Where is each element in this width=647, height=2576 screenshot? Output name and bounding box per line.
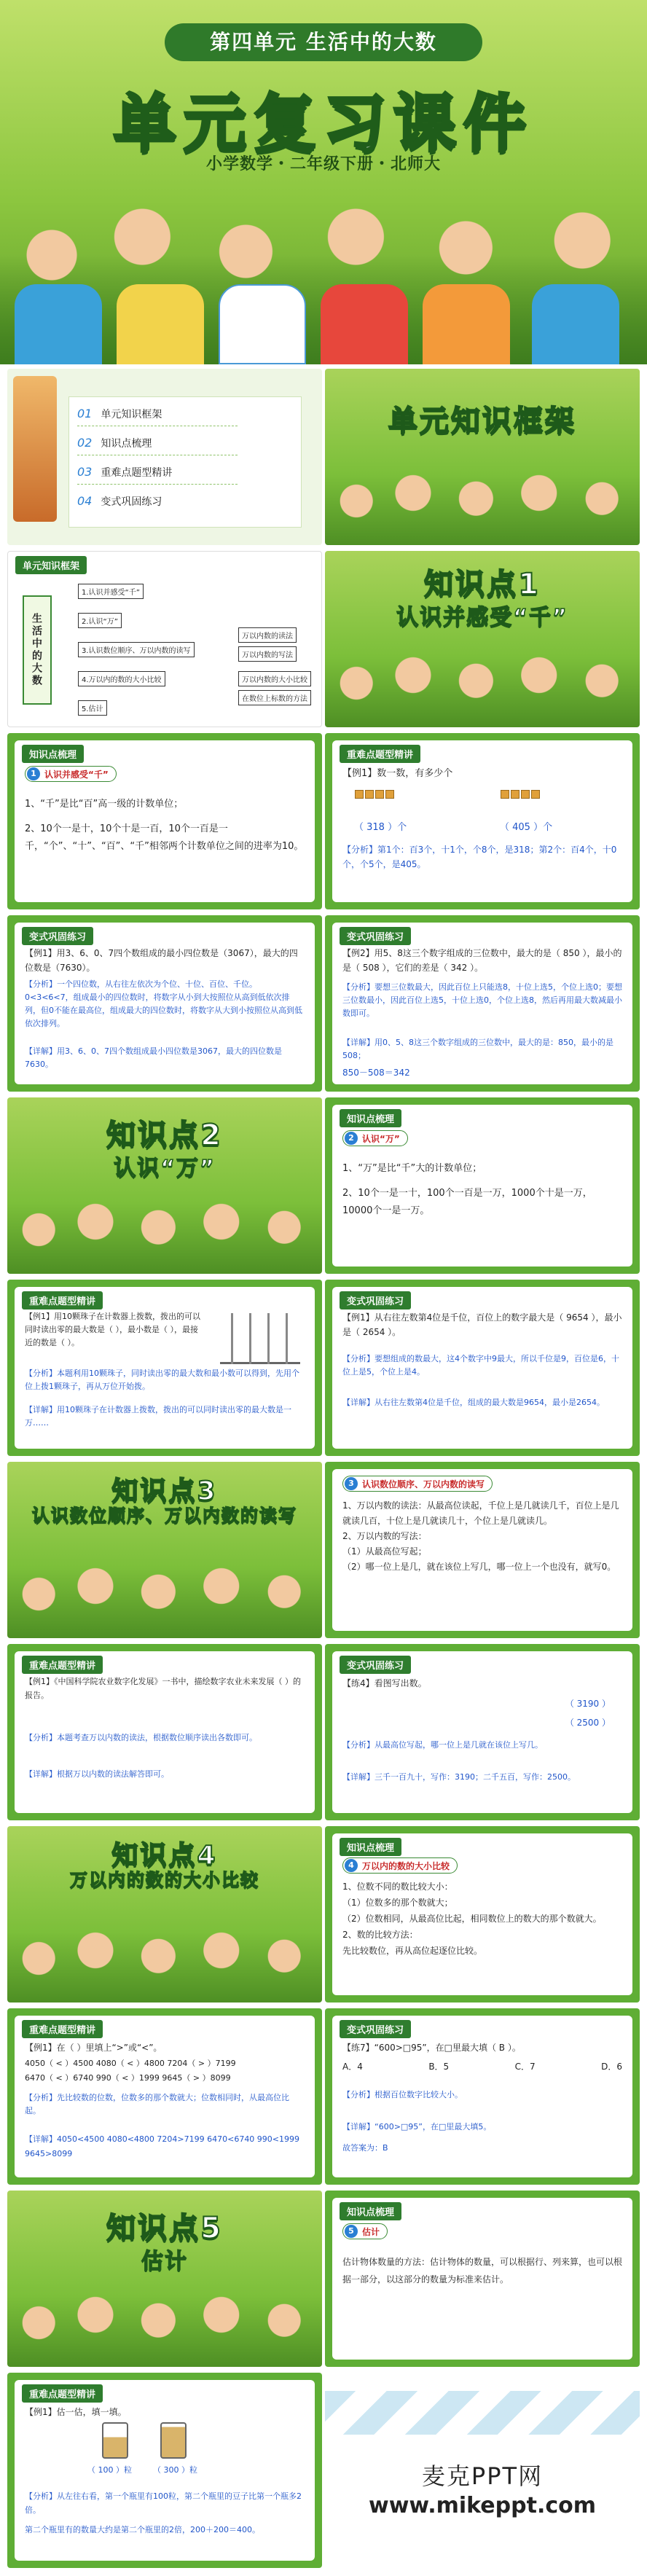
section-tag: 重难点题型精讲 — [340, 745, 420, 763]
mindmap-slide — [7, 551, 322, 727]
brand-name: 麦克PPT网 — [421, 2462, 544, 2490]
analysis-text: 【分析】根据百位数字比较大小。 — [342, 2090, 463, 2099]
cubes-group-2 — [500, 788, 544, 802]
kp2-subtitle: 认识“万” — [114, 1156, 216, 1181]
brand-url[interactable]: www.mikeppt.com — [369, 2493, 596, 2518]
mindmap-leaf-2: 万以内数的写法 — [238, 646, 297, 662]
question-text: 【例1】用10颗珠子在计数器上拨数，拨出的可以同时读出零的最大数是（ ），最小数是（ ），最接近的数是（ ）。 — [25, 1312, 200, 1347]
framework-title: 单元知识框架 — [388, 404, 576, 438]
section-tag: 变式巩固练习 — [340, 1656, 411, 1674]
kp2-title-slide — [7, 1097, 322, 1274]
kp1-text: 1、“千”是比“百”高一级的计数单位； 2、10个一是十，10个十是一百，10个一百是一千，“个”、“十”、“百”、“千”相邻两个计数单位之间的进率为10。 — [25, 799, 304, 852]
kp4-variant-slide — [325, 2008, 640, 2185]
child-shirt-5 — [423, 284, 510, 364]
kp2-title: 知识点2 — [106, 1119, 223, 1152]
kp3-title-slide — [7, 1462, 322, 1638]
watermark-footer — [325, 2391, 640, 2567]
kp3-variant-slide — [325, 1644, 640, 1820]
mindmap-node-1: 1.认识并感受“千” — [78, 584, 144, 599]
children-illustration — [325, 465, 640, 545]
answer-1: （ 318 ）个 — [354, 822, 407, 833]
calc-text: 850－508＝342 — [342, 1068, 410, 1078]
option-list — [342, 2058, 622, 2075]
kp2-text: 1、“万”是比“千”大的计数单位； 2、10个一是一十，100个一百是一万，1000个十是一万，10000个一是一万。 — [342, 1163, 592, 1216]
section-tag: 重难点题型精讲 — [22, 2384, 103, 2403]
jar-icon — [160, 2422, 187, 2459]
section-tag: 变式巩固练习 — [340, 2020, 411, 2038]
kp1-variant2-slide — [325, 915, 640, 1092]
section-tag: 知识点梳理 — [340, 1109, 401, 1127]
kp4-subtitle: 万以内的数的大小比较 — [70, 1870, 259, 1890]
children-illustration — [7, 2287, 322, 2367]
toc-item-2[interactable]: 02 知识点梳理 — [77, 436, 152, 450]
section-pill: 5 估计 — [342, 2223, 388, 2239]
question-text: 【例1】在（ ）里填上“>”或“<”。 — [25, 2043, 162, 2053]
detail-text: 【详解】用0、5、8这三个数字组成的三位数中，最大的是：850，最小的是508； — [342, 1038, 613, 1060]
toc-item-4[interactable]: 04 变式巩固练习 — [77, 494, 162, 508]
kp5-sort-slide — [325, 2191, 640, 2367]
child-shirt-1 — [15, 284, 102, 364]
toc-item-3[interactable]: 03 重难点题型精讲 — [77, 465, 173, 479]
children-illustration — [325, 647, 640, 727]
kp1-sort-slide — [7, 733, 322, 909]
kp3-text: 1、万以内数的读法：从最高位读起，千位上是几就读几千，百位上是几就读几百，十位上是几就读几十，个位上是几就读几。 2、万以内数的写法： （1）从最高位写起； （2）哪一位上是几，就在该位上写几，哪一位上一个也没有，就写0。 — [342, 1500, 619, 1572]
compare-rows: 4050（ < ）4500 4080（ < ）4800 7204（ > ）7199 6470（ < ）6740 990（ < ）1999 9645（ > ）8099 — [25, 2059, 236, 2083]
toc-slide — [7, 369, 322, 545]
mindmap-leaf-4: 在数位上标数的方法 — [238, 690, 311, 705]
child-shirt-6 — [532, 284, 619, 364]
detail-text: 【详解】从右往左数第4位是千位，组成的最大数是9654，最小是2654。 — [342, 1398, 605, 1407]
section-pill: 3 认识数位顺序、万以内数的读写 — [342, 1475, 493, 1492]
child-shirt-2 — [117, 284, 204, 364]
analysis-text: 【分析】从左往右看，第一个瓶里有100粒，第二个瓶里的豆子比第一个瓶多2倍。 — [25, 2491, 302, 2515]
analysis-text: 【分析】本题利用10颗珠子，同时读出零的最大数和最小数可以得到，先用个位上拨1颗珠子，再从万位开始拨。 — [25, 1369, 299, 1391]
mindmap-root: 生活中的大数 — [23, 595, 52, 705]
unit-badge: 第四单元 生活中的大数 — [165, 23, 482, 61]
question-text: 【例1】从右往左数第4位是千位，百位上的数字最大是（ 9654 ），最小是（ 2654 ）。 — [342, 1312, 622, 1337]
detail-text: 【详解】三千一百九十，写作：3190；二千五百，写作：2500。 — [342, 1772, 576, 1782]
section-tag: 变式巩固练习 — [22, 927, 93, 945]
section-tag: 变式巩固练习 — [340, 1291, 411, 1309]
answer-text: 故答案为：B — [342, 2143, 388, 2153]
abacus-icon — [220, 1313, 300, 1364]
detail-text: 【详解】用10颗珠子在计数器上拨数，拨出的可以同时读出零的最大数是一万…… — [25, 1405, 291, 1428]
section-tag: 变式巩固练习 — [340, 927, 411, 945]
analysis-text: 【分析】要想组成的数最大，这4个数字中9最大，所以千位是9，百位是6，十位上是5，个位上是4。 — [342, 1354, 619, 1377]
answer-1: （ 3190 ） — [565, 1699, 611, 1709]
kp1-subtitle: 认识并感受“千” — [396, 605, 568, 630]
section-tag: 重难点题型精讲 — [22, 1291, 103, 1309]
option-a[interactable]: A．4 — [342, 2062, 363, 2072]
kp3-example-slide — [7, 1644, 322, 1820]
cover-title: 单元复习课件 — [114, 87, 533, 160]
analysis-text: 【分析】要想三位数最大，因此百位上只能选8，十位上选5，个位上选0；要想三位数最小，因此百位上选5，十位上选0，个位上选8，然后再用最大数减最小数即可。 — [342, 982, 622, 1018]
analysis-text: 【分析】一个四位数，从右往左依次为个位、十位、百位、千位。0<3<6<7，组成最小的四位数时，将数字从小到大按照位从高到低依次排列，但0不能在最高位，组成最大的四位数时，将数字从大到小按照位从高到低依次排列。 — [25, 979, 302, 1028]
kp5-title: 知识点5 — [106, 2212, 223, 2245]
analysis-text: 【分析】从最高位写起，哪一位上是几就在该位上写几。 — [342, 1740, 543, 1750]
section-tag: 知识点梳理 — [340, 2202, 401, 2220]
kp4-text: 1、位数不同的数比较大小： （1）位数多的那个数就大； （2）位数相同，从最高位比起，相同数位上的数大的那个数就大。 2、数的比较方法： 先比较数位，再从高位起逐位比较。 — [342, 1882, 602, 1956]
kp1-example-slide — [325, 733, 640, 909]
analysis-text: 【分析】先比较数的位数，位数多的那个数就大；位数相同时，从最高位比起。 — [25, 2093, 289, 2115]
jar-icon — [102, 2422, 128, 2459]
mindmap-leaf-1: 万以内数的读法 — [238, 627, 297, 643]
section-tag: 知识点梳理 — [340, 1838, 401, 1856]
question-text: 【例1】用3、6、0、7四个数组成的最小四位数是（3067），最大的四位数是（7630）。 — [25, 948, 298, 973]
option-d[interactable]: D．6 — [601, 2062, 622, 2072]
answer-2: （ 405 ）个 — [500, 822, 553, 833]
kp4-title: 知识点4 — [111, 1841, 218, 1871]
kp4-title-slide — [7, 1826, 322, 2003]
toc-divider — [77, 484, 238, 485]
mindmap-node-4: 4.万以内的数的大小比较 — [78, 671, 165, 686]
framework-title-slide — [325, 369, 640, 545]
detail-text: 【详解】“600>□95”，在□里最大填5。 — [342, 2122, 492, 2131]
section-tag: 重难点题型精讲 — [22, 2020, 103, 2038]
detail-text: 【详解】根据万以内数的读法解答即可。 — [25, 1769, 169, 1779]
kp5-subtitle: 估计 — [141, 2249, 188, 2274]
cover-slide — [0, 0, 647, 364]
answer-1: （ 100 ）粒 — [87, 2465, 132, 2475]
answer-2: （ 2500 ） — [565, 1718, 611, 1728]
analysis-text: 【分析】第1个：百3个，十1个，个8个，是318；第2个：百4个，十0个，个5个，是405。 — [342, 845, 617, 869]
option-c[interactable]: C．7 — [514, 2062, 536, 2072]
kp2-variant-slide — [325, 1280, 640, 1456]
question-text: 【练7】“600>□95”，在□里最大填（ B ）。 — [342, 2043, 521, 2053]
question-text: 【练4】看图写出数。 — [342, 1678, 427, 1688]
detail-text: 第二个瓶里有的数量大约是第二个瓶里的2倍，200＋200＝400。 — [25, 2525, 260, 2534]
kp1-variant-slide — [7, 915, 322, 1092]
children-illustration — [7, 1558, 322, 1638]
section-tag: 知识点梳理 — [22, 745, 84, 763]
detail-text: 【详解】4050<4500 4080<4800 7204>7199 6470<6740 990<1999 9645>8099 — [25, 2134, 300, 2158]
mindmap-leaf-3: 万以内数的大小比较 — [238, 671, 311, 686]
question-text: 【例1】估一估，填一填。 — [25, 2407, 127, 2417]
section-tag: 重难点题型精讲 — [22, 1656, 103, 1674]
mindmap-node-3: 3.认识数位顺序、万以内数的读写 — [78, 642, 195, 657]
toc-item-1[interactable]: 01 单元知识框架 — [77, 407, 162, 420]
kp5-text: 估计物体数量的方法：估计物体的数量，可以根据行、列来算，也可以根据一部分，以这部分的数量为标准来估计。 — [342, 2257, 623, 2285]
kp3-sort-slide — [325, 1462, 640, 1638]
kp1-title: 知识点1 — [424, 568, 541, 601]
child-shirt-4 — [321, 284, 408, 364]
kp1-title-slide — [325, 551, 640, 727]
child-shirt-3 — [219, 284, 306, 364]
children-illustration — [7, 1922, 322, 2003]
kp4-sort-slide — [325, 1826, 640, 2003]
section-tag: 单元知识框架 — [15, 556, 87, 574]
answer-2: （ 300 ）粒 — [153, 2465, 197, 2475]
books-illustration — [13, 376, 57, 522]
detail-text: 【详解】用3、6、0、7四个数组成最小四位数是3067，最大的四位数是7630。 — [25, 1046, 282, 1069]
cover-subtitle: 小学数学・二年级下册・北师大 — [205, 155, 441, 173]
question-text: 【例1】数一数，有多少个 — [342, 768, 453, 779]
kp2-sort-slide — [325, 1097, 640, 1274]
section-pill: 4 万以内的数的大小比较 — [342, 1857, 458, 1874]
option-b[interactable]: B．5 — [428, 2062, 450, 2072]
kp5-title-slide — [7, 2191, 322, 2367]
decorative-banner — [325, 2391, 640, 2435]
kp3-title: 知识点3 — [111, 1476, 218, 1506]
analysis-text: 【分析】本题考查万以内数的读法，根据数位顺序读出各数即可。 — [25, 1733, 257, 1742]
section-pill: 1 认识并感受“千” — [25, 765, 117, 782]
kp2-example-slide — [7, 1280, 322, 1456]
section-pill: 2 认识“万” — [342, 1130, 408, 1146]
kp4-example-slide — [7, 2008, 322, 2185]
mindmap-node-5: 5.估计 — [78, 700, 107, 716]
mindmap-node-2: 2.认识“万” — [78, 613, 122, 628]
kp5-example-slide — [7, 2373, 322, 2568]
question-text: 【例1】《中国科学院农业数字化发展》一书中，描绘数字农业未来发展（ ）的报告。 — [25, 1677, 301, 1700]
cubes-group-1 — [354, 788, 398, 802]
children-illustration — [7, 1194, 322, 1274]
kp3-subtitle: 认识数位顺序、万以内数的读写 — [32, 1506, 297, 1526]
question-text: 【例2】用5、8这三个数字组成的三位数中，最大的是（ 850 ），最小的是（ 508 ），它们的差是（ 342 ）。 — [342, 948, 622, 973]
